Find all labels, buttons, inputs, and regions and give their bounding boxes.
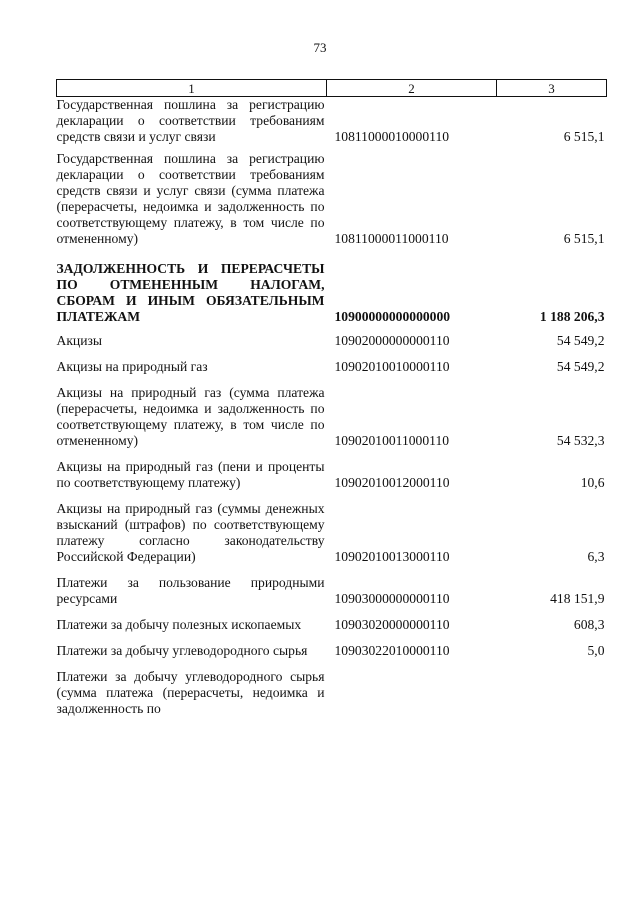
- table-row: [57, 565, 607, 607]
- table-row: [57, 145, 607, 247]
- row-value: 54 549,2: [556, 333, 605, 348]
- row-name: Государственная пошлина за регистрацию декларации о соответствии требованиям средств связи и услуг связи: [56, 97, 325, 144]
- row-name: Акцизы на природный газ (суммы денежных взысканий (штрафов) по соответствующему платежу согласно законодательству Российской Федерации): [56, 501, 325, 564]
- row-name: ЗАДОЛЖЕННОСТЬ И ПЕРЕРАСЧЕТЫ ПО ОТМЕНЕННЫМ НАЛОГАМ, СБОРАМ И ИНЫМ ОБЯЗАТЕЛЬНЫМ ПЛАТЕЖАМ: [56, 261, 325, 324]
- row-value: 6,3: [587, 549, 605, 564]
- table-row-section: [57, 247, 607, 325]
- row-value: 418 151,9: [550, 591, 605, 606]
- row-code: 10902010010000110: [334, 359, 450, 374]
- column-header-3: 3: [497, 80, 607, 97]
- table-row: [57, 633, 607, 659]
- row-name: Акцизы на природный газ (сумма платежа (перерасчеты, недоимка и задолженность по соответствующему платежу, в том числе по отмененному): [56, 385, 325, 448]
- row-value: [497, 659, 607, 717]
- row-code: 10903000000000110: [334, 591, 450, 606]
- row-value: 54 549,2: [556, 359, 605, 374]
- table-row: [57, 449, 607, 491]
- table-row: [57, 349, 607, 375]
- row-name: Акцизы: [56, 333, 102, 348]
- row-value: 54 532,3: [556, 433, 605, 448]
- row-name: Акцизы на природный газ: [56, 359, 208, 374]
- row-code: 10811000010000110: [334, 129, 450, 144]
- table-header-row: [57, 80, 607, 97]
- column-header-2: 2: [327, 80, 497, 97]
- row-code: 10902000000000110: [334, 333, 450, 348]
- table-row: [57, 97, 607, 146]
- row-code: 10902010012000110: [334, 475, 450, 490]
- row-name: Платежи за пользование природными ресурсами: [56, 575, 325, 606]
- column-header-1: 1: [57, 80, 327, 97]
- row-code: 10903022010000110: [334, 643, 450, 658]
- row-value: 608,3: [573, 617, 605, 632]
- row-code: 10811000011000110: [334, 231, 449, 246]
- row-name: Акцизы на природный газ (пени и проценты по соответствующему платежу): [56, 459, 325, 490]
- row-value: 6 515,1: [563, 231, 605, 246]
- row-name: Платежи за добычу углеводородного сырья: [56, 643, 308, 658]
- page-number: 73: [313, 40, 327, 55]
- row-code: 10903020000000110: [334, 617, 450, 632]
- row-value: 6 515,1: [563, 129, 605, 144]
- table-row: [57, 325, 607, 349]
- row-code: 10902010011000110: [334, 433, 450, 448]
- row-value: 1 188 206,3: [539, 309, 605, 324]
- table-row: [57, 659, 607, 717]
- row-code: [327, 659, 497, 717]
- row-code: 10900000000000000: [334, 309, 451, 324]
- table-row: [57, 375, 607, 449]
- row-value: 10,6: [580, 475, 605, 490]
- row-name: Государственная пошлина за регистрацию декларации о соответствии требованиям средств связи и услуг связи (сумма платежа (перерасчеты, недоимка и задолженность по соответствующему платежу, в том числе по отмененному): [56, 151, 325, 246]
- table-row: [57, 607, 607, 633]
- row-name: Платежи за добычу полезных ископаемых: [56, 617, 302, 632]
- table-row: [57, 491, 607, 565]
- row-name: Платежи за добычу углеводородного сырья (сумма платежа (перерасчеты, недоимка и задолженность по: [56, 669, 325, 716]
- row-code: 10902010013000110: [334, 549, 450, 564]
- budget-table: [56, 79, 607, 717]
- row-value: 5,0: [587, 643, 605, 658]
